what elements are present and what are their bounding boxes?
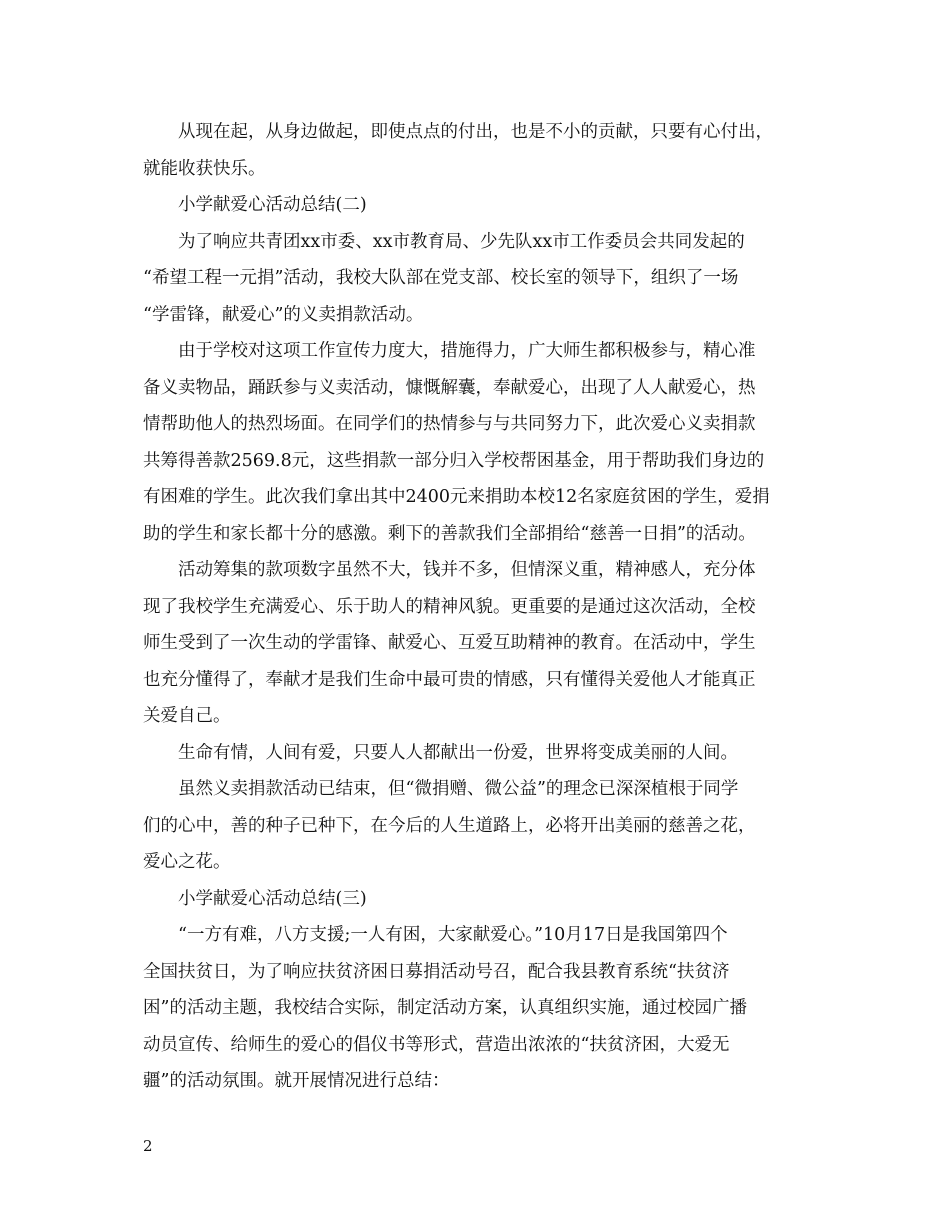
text-line: 由于学校对这项工作宣传力度大，措施得力，广大师生都积极参与，精心准 bbox=[178, 341, 756, 361]
text-line: 虽然义卖捐款活动已结束，但“微捐赠、微公益”的理念已深深植根于同学 bbox=[178, 779, 739, 799]
text-line: 就能收获快乐。 bbox=[143, 158, 266, 179]
text-line: “学雷锋，献爱心”的义卖捐款活动。 bbox=[143, 304, 424, 325]
text-line: 们的心中，善的种子已种下，在今后的人生道路上，必将开出美丽的慈善之花， bbox=[143, 815, 756, 836]
text-line: 师生受到了一次生动的学雷锋、献爱心、互爱互助精神的教育。在活动中，学生 bbox=[143, 633, 756, 653]
text-line: 有困难的学生。此次我们拿出其中2400元来捐助本校12名家庭贫困的学生，爱捐 bbox=[143, 487, 770, 507]
text-line: 困”的活动主题，我校结合实际，制定活动方案，认真组织实施，通过校园广播 bbox=[143, 998, 747, 1018]
text-line: 疆”的活动氛围。就开展情况进行总结： bbox=[143, 1071, 450, 1091]
document-body bbox=[143, 114, 807, 1100]
text-line: 为了响应共青团xx市委、xx市教育局、少先队xx市工作委员会共同发起的 bbox=[178, 231, 745, 252]
page-number: 2 bbox=[143, 1137, 153, 1155]
text-line: 共筹得善款2569.8元，这些捐款一部分归入学校帮困基金，用于帮助我们身边的 bbox=[143, 450, 765, 471]
text-line: “一方有难，八方支援;一人有困，大家献爱心。”10月17日是我国第四个 bbox=[178, 925, 728, 945]
text-line: 也充分懂得了，奉献才是我们生命中最可贵的情感，只有懂得关爱他人才能真正 bbox=[143, 669, 756, 690]
text-line: 全国扶贫日，为了响应扶贫济困日募捐活动号召，配合我县教育系统“扶贫济 bbox=[143, 961, 730, 982]
text-line: 从现在起，从身边做起，即使点点的付出，也是不小的贡献，只要有心付出， bbox=[178, 122, 773, 142]
text-line: 小学献爱心活动总结(二) bbox=[178, 195, 367, 215]
text-line: 动员宣传、给师生的爱心的倡仪书等形式，营造出浓浓的“扶贫济困，大爱无 bbox=[143, 1034, 730, 1055]
text-line: 爱心之花。 bbox=[143, 852, 231, 872]
text-line: 助的学生和家长都十分的感激。剩下的善款我们全部捐给“慈善一日捐”的活动。 bbox=[143, 523, 756, 544]
text-line: “希望工程一元捐”活动，我校大队部在党支部、校长室的领导下，组织了一场 bbox=[143, 268, 739, 288]
text-line: 情帮助他人的热烈场面。在同学们的热情参与与共同努力下，此次爱心义卖捐款 bbox=[143, 414, 756, 434]
text-line: 现了我校学生充满爱心、乐于助人的精神风貌。更重要的是通过这次活动，全校 bbox=[143, 596, 756, 617]
text-line: 活动筹集的款项数字虽然不大，钱并不多，但情深义重，精神感人，充分体 bbox=[178, 560, 756, 580]
text-line: 小学献爱心活动总结(三) bbox=[178, 888, 367, 909]
text-line: 备义卖物品，踊跃参与义卖活动，慷慨解囊，奉献爱心，出现了人人献爱心，热 bbox=[143, 377, 756, 398]
text-line: 关爱自己。 bbox=[143, 706, 231, 726]
text-line: 生命有情，人间有爱，只要人人都献出一份爱，世界将变成美丽的人间。 bbox=[178, 742, 738, 763]
